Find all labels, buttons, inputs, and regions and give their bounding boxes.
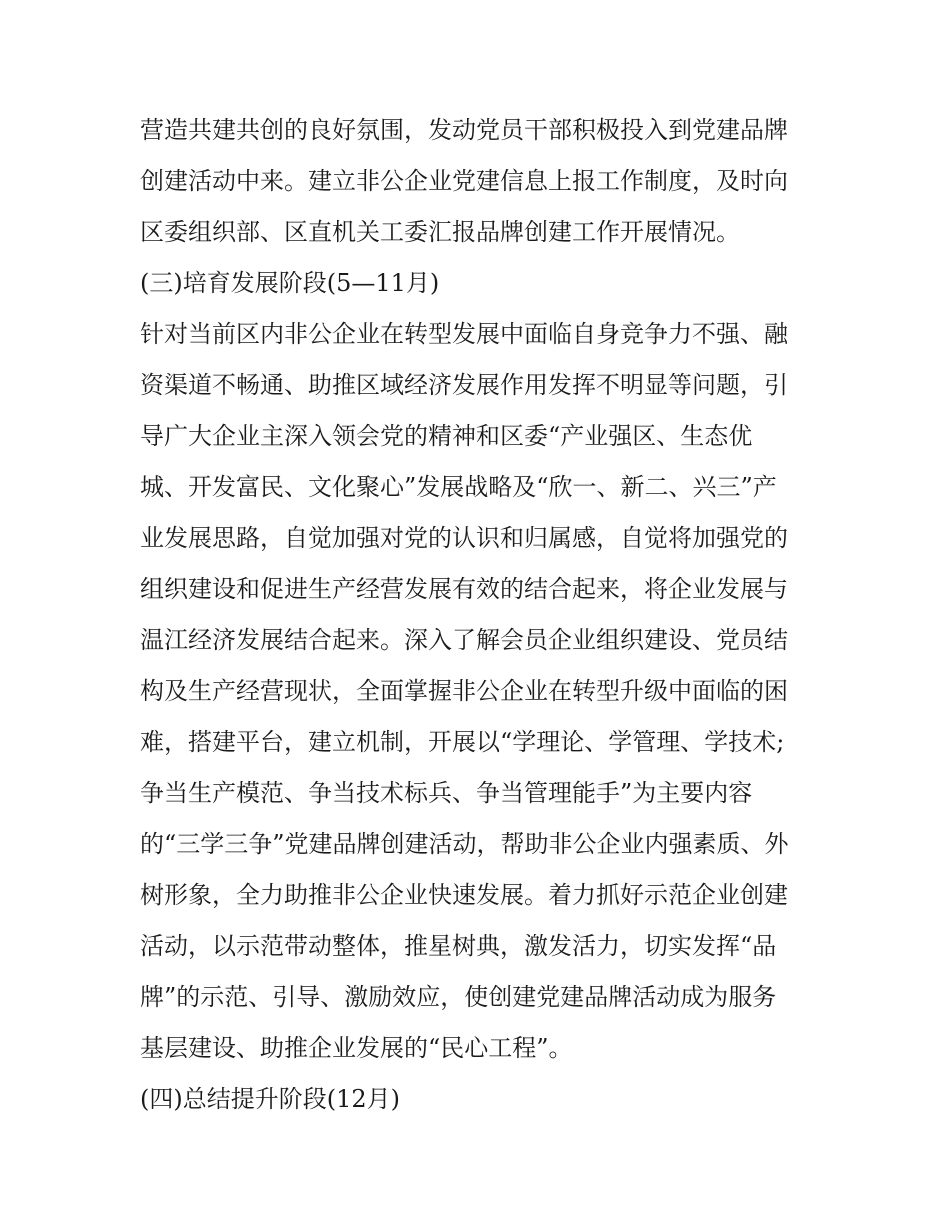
text-line: 业发展思路，自觉加强对党的认识和归属感，自觉将加强党的 <box>140 524 788 552</box>
text-line: 构及生产经营现状，全面掌握非公企业在转型升级中面临的困 <box>140 677 788 705</box>
body-text <box>140 105 830 1125</box>
text-line: 创建活动中来。建立非公企业党建信息上报工作制度，及时向 <box>140 167 788 195</box>
text-line: 的“三学三争”党建品牌创建活动，帮助非公企业内强素质、外 <box>140 830 789 858</box>
text-line: 树形象，全力助推非公企业快速发展。着力抓好示范企业创建 <box>140 881 788 909</box>
text-line: 营造共建共创的良好氛围，发动党员干部积极投入到党建品牌 <box>140 116 788 144</box>
text-line: 争当生产模范、争当技术标兵、争当管理能手”为主要内容 <box>140 779 753 807</box>
text-line: 牌”的示范、引导、激励效应，使创建党建品牌活动成为服务 <box>140 983 777 1011</box>
section-heading: (三)培育发展阶段(5—11月) <box>140 269 440 297</box>
text-line: 温江经济发展结合起来。深入了解会员企业组织建设、党员结 <box>140 626 788 654</box>
text-line: 活动，以示范带动整体，推星树典，激发活力，切实发挥“品 <box>140 932 777 960</box>
text-line: 资渠道不畅通、助推区域经济发展作用发挥不明显等问题，引 <box>140 371 788 399</box>
text-line: 基层建设、助推企业发展的“民心工程”。 <box>140 1034 573 1062</box>
text-line: 区委组织部、区直机关工委汇报品牌创建工作开展情况。 <box>140 218 740 246</box>
text-line: 城、开发富民、文化聚心”发展战略及“欣一、新二、兴三”产 <box>140 473 777 501</box>
section-heading: (四)总结提升阶段(12月) <box>140 1085 400 1113</box>
text-line: 组织建设和促进生产经营发展有效的结合起来，将企业发展与 <box>140 575 788 603</box>
text-line: 针对当前区内非公企业在转型发展中面临自身竞争力不强、融 <box>140 320 788 348</box>
text-line: 难，搭建平台，建立机制，开展以“学理论、学管理、学技术; <box>140 728 785 756</box>
text-line: 导广大企业主深入领会党的精神和区委“产业强区、生态优 <box>140 422 753 450</box>
